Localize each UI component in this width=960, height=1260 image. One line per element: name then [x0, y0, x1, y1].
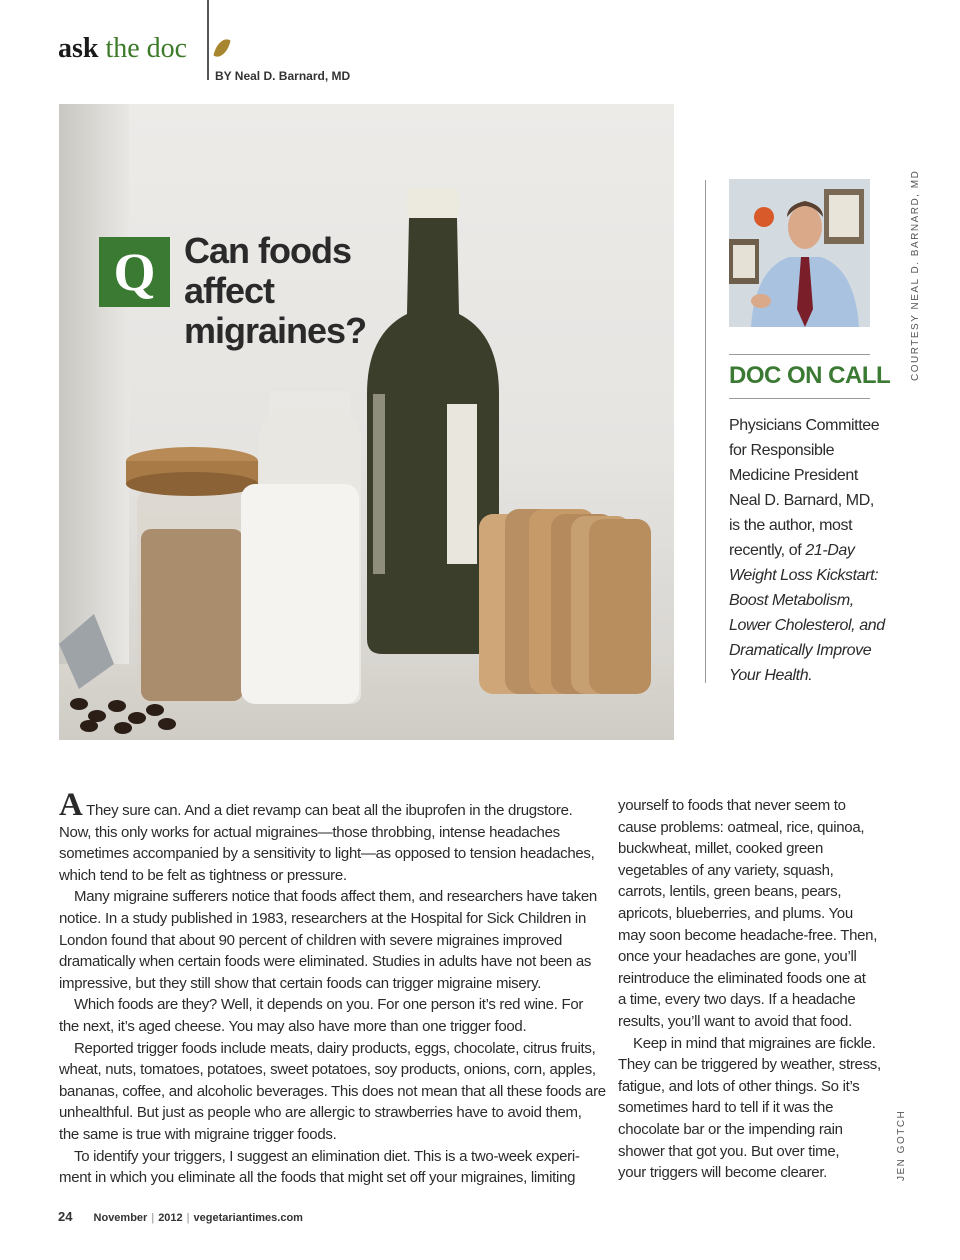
article-line: yourself to foods that never seem to	[618, 797, 846, 814]
article-line: wheat, nuts, tomatoes, potatoes, sweet potatoes, soy products, onions, corn, apples,	[59, 1061, 596, 1079]
headline	[184, 231, 444, 351]
question-badge: Q	[99, 237, 170, 307]
article-line: Now, this only works for actual migraines—those throbbing, intense headaches	[59, 823, 560, 841]
issue-month: November	[93, 1212, 148, 1224]
bio-line: Medicine President	[729, 467, 858, 484]
article-line: Many migraine sufferers notice that foods affect them, and researchers have taken	[74, 888, 597, 906]
page-footer: 24 November | 2012 | vegetariantimes.com	[58, 1209, 303, 1224]
article-line: To identify your triggers, I suggest an elimination diet. This is a two-week experi-	[74, 1147, 580, 1165]
author-bio	[729, 413, 885, 688]
portrait-credit: COURTESY NEAL D. BARNARD, MD	[910, 169, 921, 381]
article-line: cause problems: oatmeal, rice, quinoa,	[618, 818, 865, 836]
article-line: may soon become headache-free. Then,	[618, 926, 878, 944]
bio-line: is the author, most	[729, 517, 853, 534]
article-line: results, you’ll want to avoid that food.	[618, 1012, 852, 1030]
article-line: sometimes accompanied by a sensitivity to light—as opposed to tension headaches,	[59, 845, 595, 863]
article-line: A They sure can. And a diet revamp can beat all the ibuprofen in the drugstore.	[45, 795, 604, 822]
sidebar-title: DOC ON CALL	[729, 362, 891, 389]
website: vegetariantimes.com	[193, 1212, 303, 1224]
article-line: which tend to be felt as tightness or pressure.	[59, 866, 347, 884]
article-line: reintroduce the eliminated foods one at	[618, 969, 866, 987]
hero-photo	[59, 104, 674, 740]
bio-line: Lower Cholesterol, and	[729, 617, 885, 634]
article-line: the next, it’s aged cheese. You may also have more than one trigger food.	[59, 1017, 527, 1035]
bio-line: recently, of 21-Day	[729, 542, 855, 559]
sidebar-title-rule-bottom	[729, 398, 870, 399]
article-line: a time, every two days. If a headache	[618, 991, 856, 1009]
bio-line: Boost Metabolism,	[729, 592, 854, 609]
page-number: 24	[58, 1209, 73, 1224]
article-line: ment in which you eliminate all the foods that might set off your migraines, limiting	[59, 1169, 576, 1187]
author-portrait	[729, 179, 870, 327]
sidebar-divider	[705, 180, 706, 683]
bio-line: Weight Loss Kickstart:	[729, 567, 879, 584]
header-divider	[207, 0, 209, 80]
article-line: dramatically when certain foods were eliminated. Studies in adults have not been as	[59, 953, 592, 971]
headline-line: affect	[184, 270, 275, 311]
sidebar-title-rule-top	[729, 354, 870, 355]
byline: BY Neal D. Barnard, MD	[215, 69, 351, 83]
article-line: sometimes hard to tell if it was the	[618, 1099, 834, 1117]
article-line: notice. In a study published in 1983, researchers at the Hospital for Sick Children in	[59, 909, 587, 927]
bio-line: Dramatically Improve	[729, 642, 872, 659]
article-line: unhealthful. But just as people who are allergic to strawberries have to avoid them,	[59, 1104, 582, 1122]
headline-line: migraines?	[184, 310, 367, 351]
article-line: Which foods are they? Well, it depends on you. For one person it’s red wine. For	[74, 996, 584, 1014]
issue-year: 2012	[158, 1212, 183, 1224]
article-right-column	[618, 795, 888, 1184]
article-line: fatigue, and lots of other things. So it’s	[618, 1077, 860, 1095]
headline-line: Can foods	[184, 230, 351, 271]
article-line: apricots, blueberries, and plums. You	[618, 904, 853, 922]
bio-line: Your Health.	[729, 667, 813, 684]
column-title: ask the doc	[58, 33, 188, 64]
article-line: vegetables of any variety, squash,	[618, 861, 834, 879]
leaf-icon	[213, 37, 231, 60]
article-line: carrots, lentils, green beans, pears,	[618, 883, 842, 901]
article-line: Reported trigger foods include meats, dairy products, eggs, chocolate, citrus fruits,	[74, 1039, 596, 1057]
article-line: the same is true with migraine trigger foods.	[59, 1125, 337, 1143]
article-line: once your headaches are gone, you’ll	[618, 948, 857, 966]
photo-credit: JEN GOTCH	[896, 1109, 907, 1181]
bio-line: Neal D. Barnard, MD,	[729, 492, 874, 509]
article-line: bananas, coffee, and alcoholic beverages. This does not mean that all these foods are	[59, 1082, 606, 1100]
article-line: They can be triggered by weather, stress,	[618, 1056, 881, 1074]
bio-line: Physicians Committee	[729, 417, 880, 434]
article-left-column	[59, 787, 606, 1189]
article-line: shower that got you. But over time,	[618, 1142, 840, 1160]
article-line: London found that about 90 percent of children with severe migraines improved	[59, 931, 563, 949]
article-line: Keep in mind that migraines are fickle.	[633, 1034, 876, 1052]
article-line: buckwheat, millet, cooked green	[618, 840, 823, 858]
drop-cap: A	[59, 787, 83, 823]
article-line: your triggers will become clearer.	[618, 1164, 828, 1182]
article-line: impressive, but they still show that certain foods can trigger migraine misery.	[59, 974, 542, 992]
article-line: chocolate bar or the impending rain	[618, 1120, 843, 1138]
bio-line: for Responsible	[729, 442, 835, 459]
